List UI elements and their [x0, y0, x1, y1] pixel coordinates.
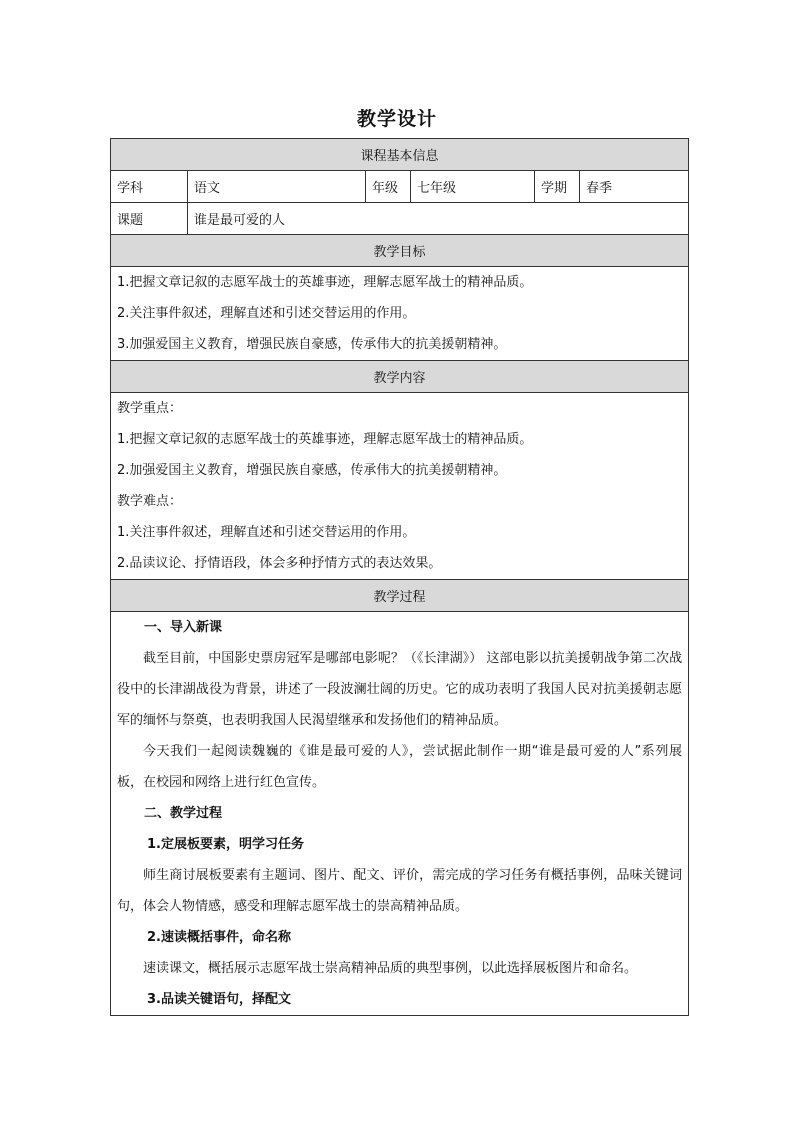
key-points-label: 教学重点：	[117, 401, 183, 416]
content-cell	[111, 393, 689, 580]
part2-heading: 二、教学过程	[144, 806, 223, 821]
topic-value: 谁是最可爱的人	[188, 203, 689, 235]
subject-label: 学科	[111, 171, 188, 203]
document-title: 教学设计	[356, 108, 437, 130]
info-row-topic	[111, 203, 689, 235]
step1-heading: 1.定展板要素，明学习任务	[147, 837, 304, 852]
objective-item: 1.把握文章记叙的志愿军战士的英雄事迹，理解志愿军战士的精神品质。	[117, 275, 533, 290]
objectives-row	[111, 267, 689, 361]
objectives-header: 教学目标	[111, 235, 689, 267]
step2-paragraph: 速读课文，概括展示志愿军战士崇高精神品质的典型事例，以此选择展板图片和命名。	[143, 961, 638, 976]
process-header-row	[111, 580, 689, 612]
term-value: 春季	[580, 171, 689, 203]
part1-heading: 一、导入新课	[144, 620, 223, 635]
content-header: 教学内容	[111, 361, 689, 393]
objective-item: 3.加强爱国主义教育，增强民族自豪感，传承伟大的抗美援朝精神。	[117, 337, 507, 352]
difficult-point-item: 2.品读议论、抒情语段，体会多种抒情方式的表达效果。	[117, 556, 442, 571]
process-cell	[111, 612, 689, 1016]
content-row	[111, 393, 689, 580]
objectives-header-row	[111, 235, 689, 267]
objective-item: 2.关注事件叙述，理解直述和引述交替运用的作用。	[117, 306, 416, 321]
difficult-point-item: 1.关注事件叙述，理解直述和引述交替运用的作用。	[117, 525, 416, 540]
term-label: 学期	[535, 171, 580, 203]
basic-info-header-row	[111, 139, 689, 171]
difficult-points-label: 教学难点：	[117, 494, 183, 509]
part1-paragraph: 截至目前，中国影史票房冠军是哪部电影呢？（《长津湖》） 这部电影以抗美援朝战争第二次战役中的长津湖战役为背景，讲述了一段波澜壮阔的历史。它的成功表明了我国人民对抗美援朝志愿军的缅怀与祭奠，也表明我国人民渴望继承和发扬他们的精神品质。	[117, 651, 683, 728]
step1-paragraph: 师生商讨展板要素有主题词、图片、配文、评价，需完成的学习任务有概括事例，品味关键词句，体会人物情感，感受和理解志愿军战士的崇高精神品质。	[117, 868, 683, 914]
key-point-item: 2.加强爱国主义教育，增强民族自豪感，传承伟大的抗美援朝精神。	[117, 463, 507, 478]
process-header: 教学过程	[111, 580, 689, 612]
part1-paragraph: 今天我们一起阅读魏巍的《谁是最可爱的人》，尝试据此制作一期“谁是最可爱的人”系列展板，在校园和网络上进行红色宣传。	[117, 744, 683, 790]
subject-value: 语文	[188, 171, 366, 203]
topic-label: 课题	[111, 203, 188, 235]
grade-value: 七年级	[411, 171, 535, 203]
basic-info-header: 课程基本信息	[111, 139, 689, 171]
objectives-cell	[111, 267, 689, 361]
process-row	[111, 612, 689, 1016]
grade-label: 年级	[366, 171, 411, 203]
info-row-subject	[111, 171, 689, 203]
lesson-plan-table	[110, 138, 689, 1016]
step2-heading: 2.速读概括事件，命名称	[147, 930, 291, 945]
key-point-item: 1.把握文章记叙的志愿军战士的英雄事迹，理解志愿军战士的精神品质。	[117, 432, 533, 447]
content-header-row	[111, 361, 689, 393]
step3-heading: 3.品读关键语句，择配文	[147, 992, 291, 1007]
